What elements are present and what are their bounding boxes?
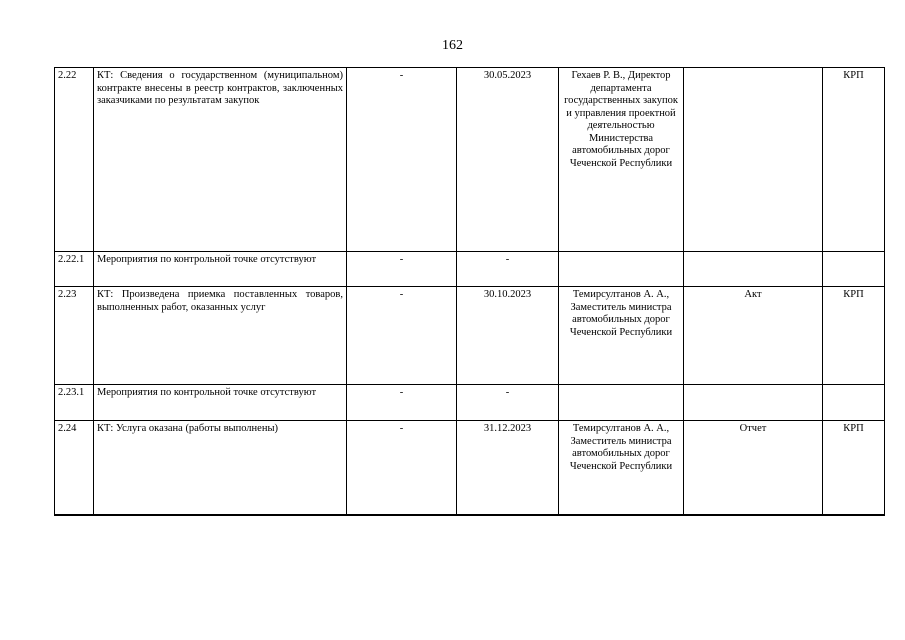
row-name: КТ: Услуга оказана (работы выполнены): [94, 421, 347, 515]
row-responsible: [559, 385, 684, 421]
table-row: [55, 252, 885, 287]
page-number: 162: [442, 38, 463, 53]
row-level: [823, 385, 885, 421]
row-document: Отчет: [684, 421, 823, 515]
row-start-date: -: [347, 287, 457, 385]
row-number: 2.23: [55, 287, 94, 385]
row-level: КРП: [823, 68, 885, 252]
row-name: Мероприятия по контрольной точке отсутствуют: [94, 385, 347, 421]
row-start-date: -: [347, 252, 457, 287]
row-end-date: 30.05.2023: [457, 68, 559, 252]
row-responsible: Гехаев Р. В., Директор департамента государственных закупок и управления проектной деятельностью Министерства автомобильных дорог Чеченской Республики: [559, 68, 684, 252]
row-document: [684, 68, 823, 252]
row-end-date: 30.10.2023: [457, 287, 559, 385]
row-number: 2.23.1: [55, 385, 94, 421]
row-end-date: -: [457, 252, 559, 287]
row-responsible: Темирсултанов А. А., Заместитель министра автомобильных дорог Чеченской Республики: [559, 287, 684, 385]
table-row: [55, 421, 885, 515]
row-level: КРП: [823, 421, 885, 515]
row-start-date: -: [347, 385, 457, 421]
row-end-date: -: [457, 385, 559, 421]
row-document: [684, 385, 823, 421]
row-level: КРП: [823, 287, 885, 385]
table-row: [55, 287, 885, 385]
row-name: КТ: Произведена приемка поставленных товаров, выполненных работ, оказанных услуг: [94, 287, 347, 385]
row-responsible: Темирсултанов А. А., Заместитель министра автомобильных дорог Чеченской Республики: [559, 421, 684, 515]
row-end-date: 31.12.2023: [457, 421, 559, 515]
row-number: 2.22.1: [55, 252, 94, 287]
row-start-date: -: [347, 421, 457, 515]
row-document: [684, 252, 823, 287]
plan-table: [54, 67, 885, 516]
row-number: 2.24: [55, 421, 94, 515]
row-level: [823, 252, 885, 287]
table-row: [55, 68, 885, 252]
row-start-date: -: [347, 68, 457, 252]
table-row: [55, 385, 885, 421]
row-name: КТ: Сведения о государственном (муниципальном) контракте внесены в реестр контрактов, заключенных заказчиками по результатам закупок: [94, 68, 347, 252]
row-name: Мероприятия по контрольной точке отсутствуют: [94, 252, 347, 287]
row-responsible: [559, 252, 684, 287]
row-document: Акт: [684, 287, 823, 385]
row-number: 2.22: [55, 68, 94, 252]
